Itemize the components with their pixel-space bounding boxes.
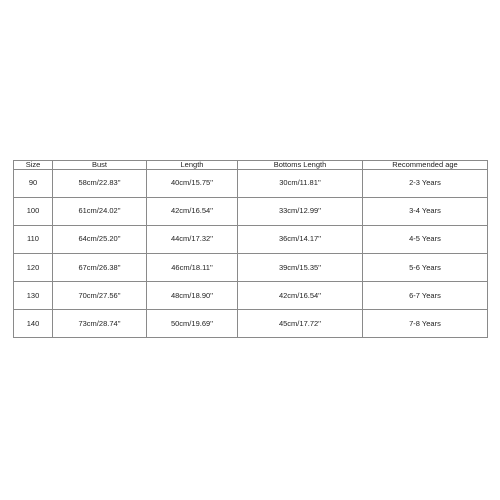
cell-size: 140	[14, 309, 53, 337]
cell-recommended-age: 6-7 Years	[363, 281, 488, 309]
cell-bottoms-length: 45cm/17.72''	[238, 309, 363, 337]
cell-size: 110	[14, 225, 53, 253]
table-row	[14, 309, 488, 337]
cell-bust: 70cm/27.56''	[53, 281, 147, 309]
cell-length: 44cm/17.32''	[147, 225, 238, 253]
cell-recommended-age: 2-3 Years	[363, 169, 488, 197]
header-bust: Bust	[53, 161, 147, 170]
table-row	[14, 281, 488, 309]
header-size: Size	[14, 161, 53, 170]
table-row	[14, 169, 488, 197]
cell-bottoms-length: 33cm/12.99''	[238, 197, 363, 225]
table-row	[14, 197, 488, 225]
cell-length: 50cm/19.69''	[147, 309, 238, 337]
header-recommended-age: Recommended age	[363, 161, 488, 170]
cell-bust: 73cm/28.74''	[53, 309, 147, 337]
cell-bottoms-length: 36cm/14.17''	[238, 225, 363, 253]
cell-length: 42cm/16.54''	[147, 197, 238, 225]
table-row	[14, 225, 488, 253]
size-chart-table	[13, 160, 488, 338]
cell-recommended-age: 5-6 Years	[363, 253, 488, 281]
cell-size: 120	[14, 253, 53, 281]
cell-recommended-age: 7-8 Years	[363, 309, 488, 337]
cell-bust: 61cm/24.02''	[53, 197, 147, 225]
cell-recommended-age: 3-4 Years	[363, 197, 488, 225]
cell-bust: 58cm/22.83''	[53, 169, 147, 197]
table-header-row	[14, 161, 488, 170]
cell-bust: 64cm/25.20''	[53, 225, 147, 253]
cell-recommended-age: 4-5 Years	[363, 225, 488, 253]
cell-length: 40cm/15.75''	[147, 169, 238, 197]
cell-size: 130	[14, 281, 53, 309]
header-length: Length	[147, 161, 238, 170]
cell-bottoms-length: 30cm/11.81''	[238, 169, 363, 197]
cell-size: 100	[14, 197, 53, 225]
cell-size: 90	[14, 169, 53, 197]
cell-length: 48cm/18.90''	[147, 281, 238, 309]
cell-bottoms-length: 42cm/16.54''	[238, 281, 363, 309]
cell-length: 46cm/18.11''	[147, 253, 238, 281]
cell-bust: 67cm/26.38''	[53, 253, 147, 281]
cell-bottoms-length: 39cm/15.35''	[238, 253, 363, 281]
table-row	[14, 253, 488, 281]
header-bottoms-length: Bottoms Length	[238, 161, 363, 170]
